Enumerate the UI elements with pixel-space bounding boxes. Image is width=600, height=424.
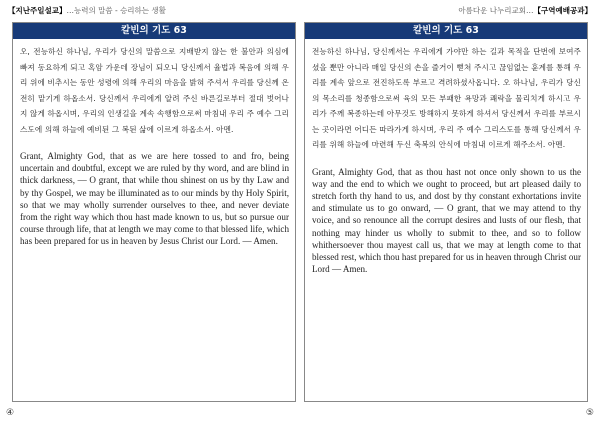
- left-header: [8, 5, 166, 19]
- right-header-subtitle: 아름다운 나누리교회: [458, 6, 527, 15]
- left-title: 칼빈의 기도 63: [121, 25, 187, 36]
- left-header-tag: 【지난주일설교】: [8, 6, 67, 15]
- right-title-bar: [305, 23, 587, 39]
- left-prayer-box: [12, 22, 296, 402]
- right-page-number: ⑤: [585, 408, 594, 418]
- right-header-separator: …: [526, 6, 534, 15]
- left-page-number: ④: [6, 408, 15, 418]
- right-header-tag: 【구역예배공과】: [533, 6, 592, 15]
- left-title-bar: [13, 23, 295, 39]
- left-header-subtitle: 능력의 말씀 - 승리하는 생활: [73, 6, 166, 15]
- right-title: 칼빈의 기도 63: [413, 25, 479, 36]
- right-page: [300, 0, 600, 424]
- right-korean-prayer: 전능하신 하나님, 당신께서는 우리에게 가야만 하는 길과 목적을 단번에 보여주셨을 뿐만 아니라 매일 당신의 손을 즐거이 뻗쳐 주시고 끊임없는 훈계를 통해 우리를 계속 앞으로 전진하도록 부르고 격려하셨사옵니다. 오 하나님, 우리가 당신의 목소리를 청종함으로써 육의 모든 부패한 욕망과 쾌락을 물리치게 하시고 우리가 주께 복종하는데 아무것도 방해하지 못하게 하셔서 당신께서 우리를 부르시는 곳이라면 어디든 따라가게 하시며, 우리 주 예수 그리스도를 통해 당신께서 우리를 위해 하늘에 마련해 두신 축복의 안식에 마침내 이르게 해주소서. 아멘.: [312, 47, 581, 149]
- left-english-prayer: Grant, Almighty God, that as we are here tossed to and fro, being uncertain and doubtful, except we are ruled by thy word, and are blind in thick darkness, — O grant, that while thou shinest on us by thy Law and by thy Gospel, we may be illuminated as to our minds by thy Holy Spirit, so that we may wholly surrender ourselves to thee, and never deviate from the right way which thou hast made known to us, but so pursue our course through life, that at length we may come to that blessed life, which has been prepared for us in heaven by Jesus Christ our Lord. — Amen.: [20, 151, 289, 247]
- right-english-prayer: Grant, Almighty God, that as thou hast not once only shown to us the way and the end to which we ought to proceed, but art pleased daily to stretch forth thy hand to us, and dost by thy constant exhortations invite and stimulate us to go onward, — O grant, that we may attend to thy voice, and so renounce all the corrupt desires and lusts of our flesh, that nothing may hinder us wholly to submit to thee, and so to follow whithersoever thou mayest call us, that we may at length come to that blessed rest, which thou hast prepared for us in heaven through Christ our Lord — Amen.: [312, 166, 581, 275]
- right-content: [305, 39, 587, 275]
- left-content: [13, 39, 295, 248]
- right-prayer-box: [304, 22, 588, 402]
- left-header-separator: …: [66, 6, 74, 15]
- right-header: [458, 5, 592, 19]
- left-korean-prayer: 오, 전능하신 하나님, 우리가 당신의 말씀으로 지배받지 않는 한 불안과 의심에 빠져 동요하게 되고 혹암 가운데 장님이 되오니 당신께서 율법과 복음에 의해 우리 위에 비추시는 동안 성령에 의해 우리의 마음을 밝혀 주셔서 우리를 당신께 온전히 맡기게 하옵소서. 당신께서 우리에게 알려 주신 바른길로부터 절대 벗어나지 않게 하옵시며, 우리의 인생길을 계속 속행함으로써 마침내 우리 주 예수 그리스도에 의해 하늘에 예비된 그 복된 삶에 이르게 하옵소서. 아멘.: [20, 47, 289, 134]
